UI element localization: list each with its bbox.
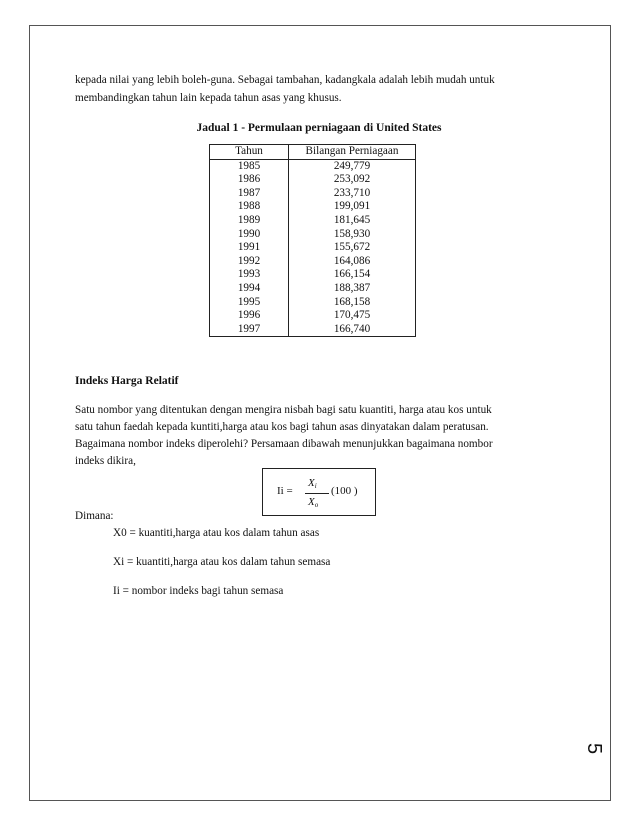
table-row [210,200,416,214]
count-cell: 233,710 [289,187,416,201]
table-row [210,296,416,310]
count-cell: 164,086 [289,255,416,269]
year-cell: 1996 [210,309,289,323]
formula-multiplier: (100 ) [331,485,358,497]
table-row [210,241,416,255]
year-cell: 1987 [210,187,289,201]
count-cell: 253,092 [289,173,416,187]
table-row [210,255,416,269]
table-row [210,173,416,187]
definition-x0: X0 = kuantiti,harga atau kos dalam tahun asas [113,527,320,539]
count-cell: 188,387 [289,282,416,296]
dimana-label: Dimana: [75,510,114,522]
section-line-3: Bagaimana nombor indeks diperolehi? Persamaan dibawah menunjukkan bagaimana nombor [75,438,493,450]
table-row [210,323,416,337]
count-cell: 168,158 [289,296,416,310]
year-cell: 1990 [210,228,289,242]
column-header-count: Bilangan Perniagaan [289,145,416,160]
section-line-2: satu tahun faedah kepada kuntiti,harga atau kos bagi tahun asas dinyatakan dalam peratusan. [75,421,489,433]
intro-line-1: kepada nilai yang lebih boleh-guna. Sebagai tambahan, kadangkala adalah lebih mudah untuk [75,74,495,86]
table-row [210,228,416,242]
year-cell: 1997 [210,323,289,337]
year-cell: 1994 [210,282,289,296]
table-row [210,159,416,173]
year-cell: 1986 [210,173,289,187]
table-row [210,282,416,296]
column-header-year: Tahun [210,145,289,160]
count-cell: 166,740 [289,323,416,337]
intro-line-2: membandingkan tahun lain kepada tahun asas yang khusus. [75,92,342,104]
count-cell: 158,930 [289,228,416,242]
formula-numerator: Xi [308,477,317,490]
year-cell: 1991 [210,241,289,255]
table-row [210,309,416,323]
section-line-4: indeks dikira, [75,455,136,467]
count-cell: 155,672 [289,241,416,255]
table-row [210,214,416,228]
page-number: 5 [583,742,606,755]
count-cell: 181,645 [289,214,416,228]
formula-denominator: Xo [308,496,319,509]
table-row [210,268,416,282]
table-title: Jadual 1 - Permulaan perniagaan di United States [196,122,442,134]
year-cell: 1989 [210,214,289,228]
year-cell: 1985 [210,159,289,173]
count-cell: 249,779 [289,159,416,173]
year-cell: 1988 [210,200,289,214]
year-cell: 1993 [210,268,289,282]
year-cell: 1995 [210,296,289,310]
definition-ii: Ii = nombor indeks bagi tahun semasa [113,585,284,597]
formula-lhs: Ii = [277,485,293,497]
fraction-bar [305,493,329,494]
table-row [210,187,416,201]
section-line-1: Satu nombor yang ditentukan dengan mengira nisbah bagi satu kuantiti, harga atau kos untuk [75,404,492,416]
business-starts-table [209,144,416,337]
year-cell: 1992 [210,255,289,269]
section-heading: Indeks Harga Relatif [75,375,179,387]
definition-xi: Xi = kuantiti,harga atau kos dalam tahun semasa [113,556,331,568]
count-cell: 170,475 [289,309,416,323]
count-cell: 166,154 [289,268,416,282]
count-cell: 199,091 [289,200,416,214]
